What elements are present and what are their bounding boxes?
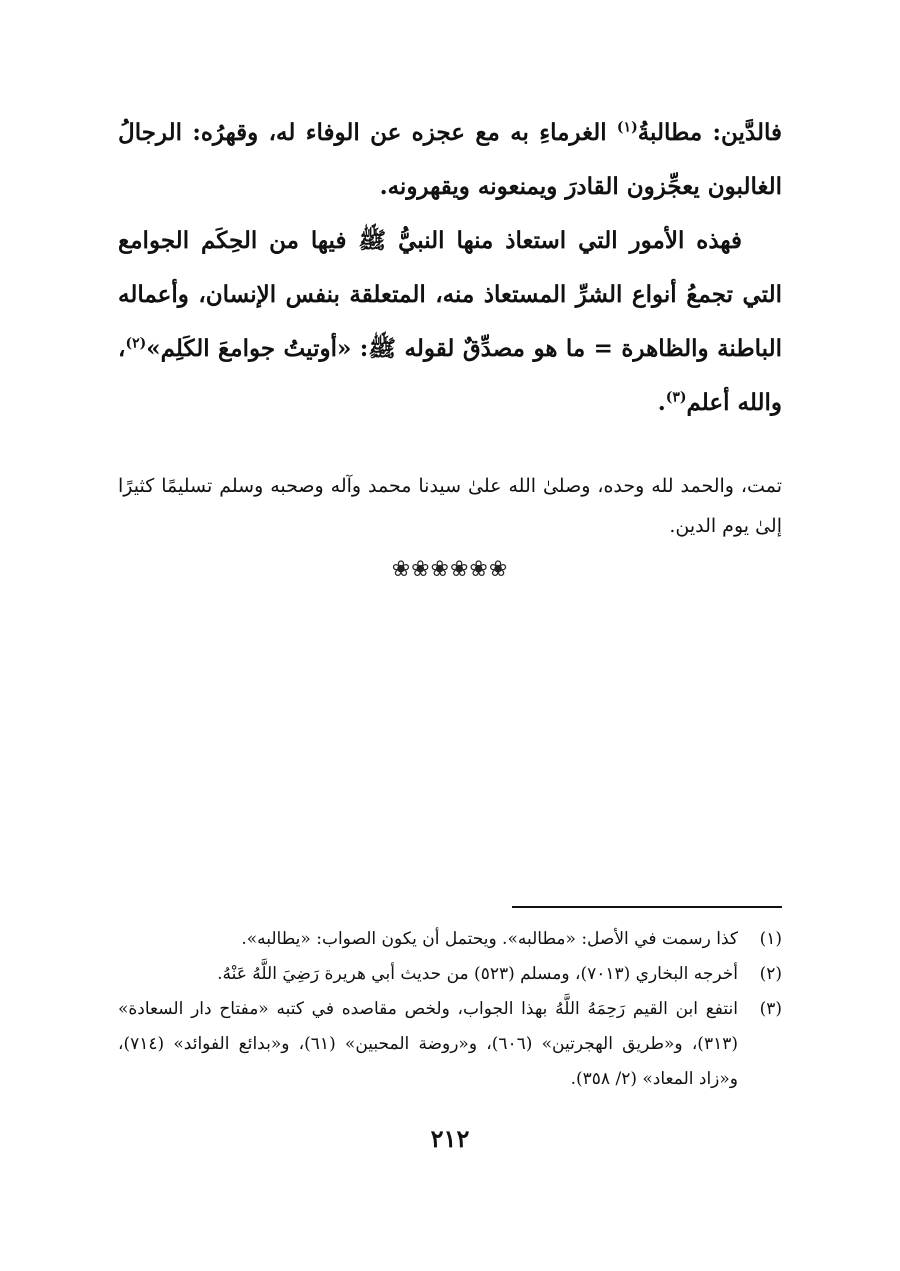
paragraph-2-text-a: فهذه الأمور التي استعاذ منها النبيُّ ﷺ فيها من الحِكَم الجوامع التي تجمعُ أنواع الشرِّ المستعاذ منه، المتعلقة بنفس الإنسان، وأعماله الباطنة والظاهرة = ما هو مصدِّقٌ لقوله ﷺ: — [118, 227, 782, 362]
footnote-text: انتفع ابن القيم رَحِمَهُ اللَّهُ بهذا الجواب، ولخص مقاصده في كتبه «مفتاح دار السعادة» (٣١٣)، و«طريق الهجرتين» (٦٠٦)، و«روضة المحبين» (٦١)، و«بدائع الفوائد» (٧١٤)، و«زاد المعاد» (٢/ ٣٥٨). — [118, 999, 738, 1089]
footnote-text: أخرجه البخاري (٧٠١٣)، ومسلم (٥٢٣) من حديث أبي هريرة رَضِيَ اللَّهُ عَنْهُ. — [217, 964, 738, 984]
closing-paragraph: تمت، والحمد لله وحده، وصلىٰ الله علىٰ سيدنا محمد وآله وصحبه وسلم تسليمًا كثيرًا إلىٰ يوم الدين. — [118, 475, 782, 537]
footnote-text: كذا رسمت في الأصل: «مطالبه». ويحتمل أن يكون الصواب: «يطالبه». — [241, 929, 738, 949]
footnote-number: (٢) — [759, 964, 782, 984]
footnote-number: (٣) — [759, 999, 782, 1019]
paragraph-2 — [118, 214, 782, 430]
footnote-3 — [118, 992, 782, 1097]
paragraph-1-text-a: فالدَّين: مطالبةُ — [637, 119, 782, 146]
paragraph-2-end: . — [657, 389, 666, 416]
footnotes — [118, 922, 782, 1097]
main-text — [118, 106, 782, 430]
footnote-ref-2[interactable]: (٢) — [125, 335, 147, 352]
ornament-flowers-icon: ❀❀❀❀❀❀ — [391, 557, 509, 582]
paragraph-1 — [118, 106, 782, 214]
paragraph-2-text-b: ، والله أعلم — [118, 335, 782, 416]
footnote-ref-1[interactable]: (١) — [616, 119, 638, 136]
footnote-number: (١) — [759, 929, 782, 949]
footnote-ref-3[interactable]: (٣) — [665, 389, 687, 406]
footnote-2 — [118, 957, 782, 992]
footnote-separator — [512, 906, 782, 908]
paragraph-1-text-b: الغرماءِ به مع عجزه عن الوفاء له، وقهرُه: الرجالُ الغالبون يعجِّزون القادرَ ويمنعونه ويقهرونه. — [118, 119, 782, 200]
footnote-1 — [118, 922, 782, 957]
page-number: ٢١٢ — [430, 1124, 470, 1153]
ornament-divider — [380, 557, 520, 582]
hadith-quote: «أوتيتُ جوامعَ الكَلِم» — [146, 335, 352, 362]
closing-text — [118, 466, 782, 546]
